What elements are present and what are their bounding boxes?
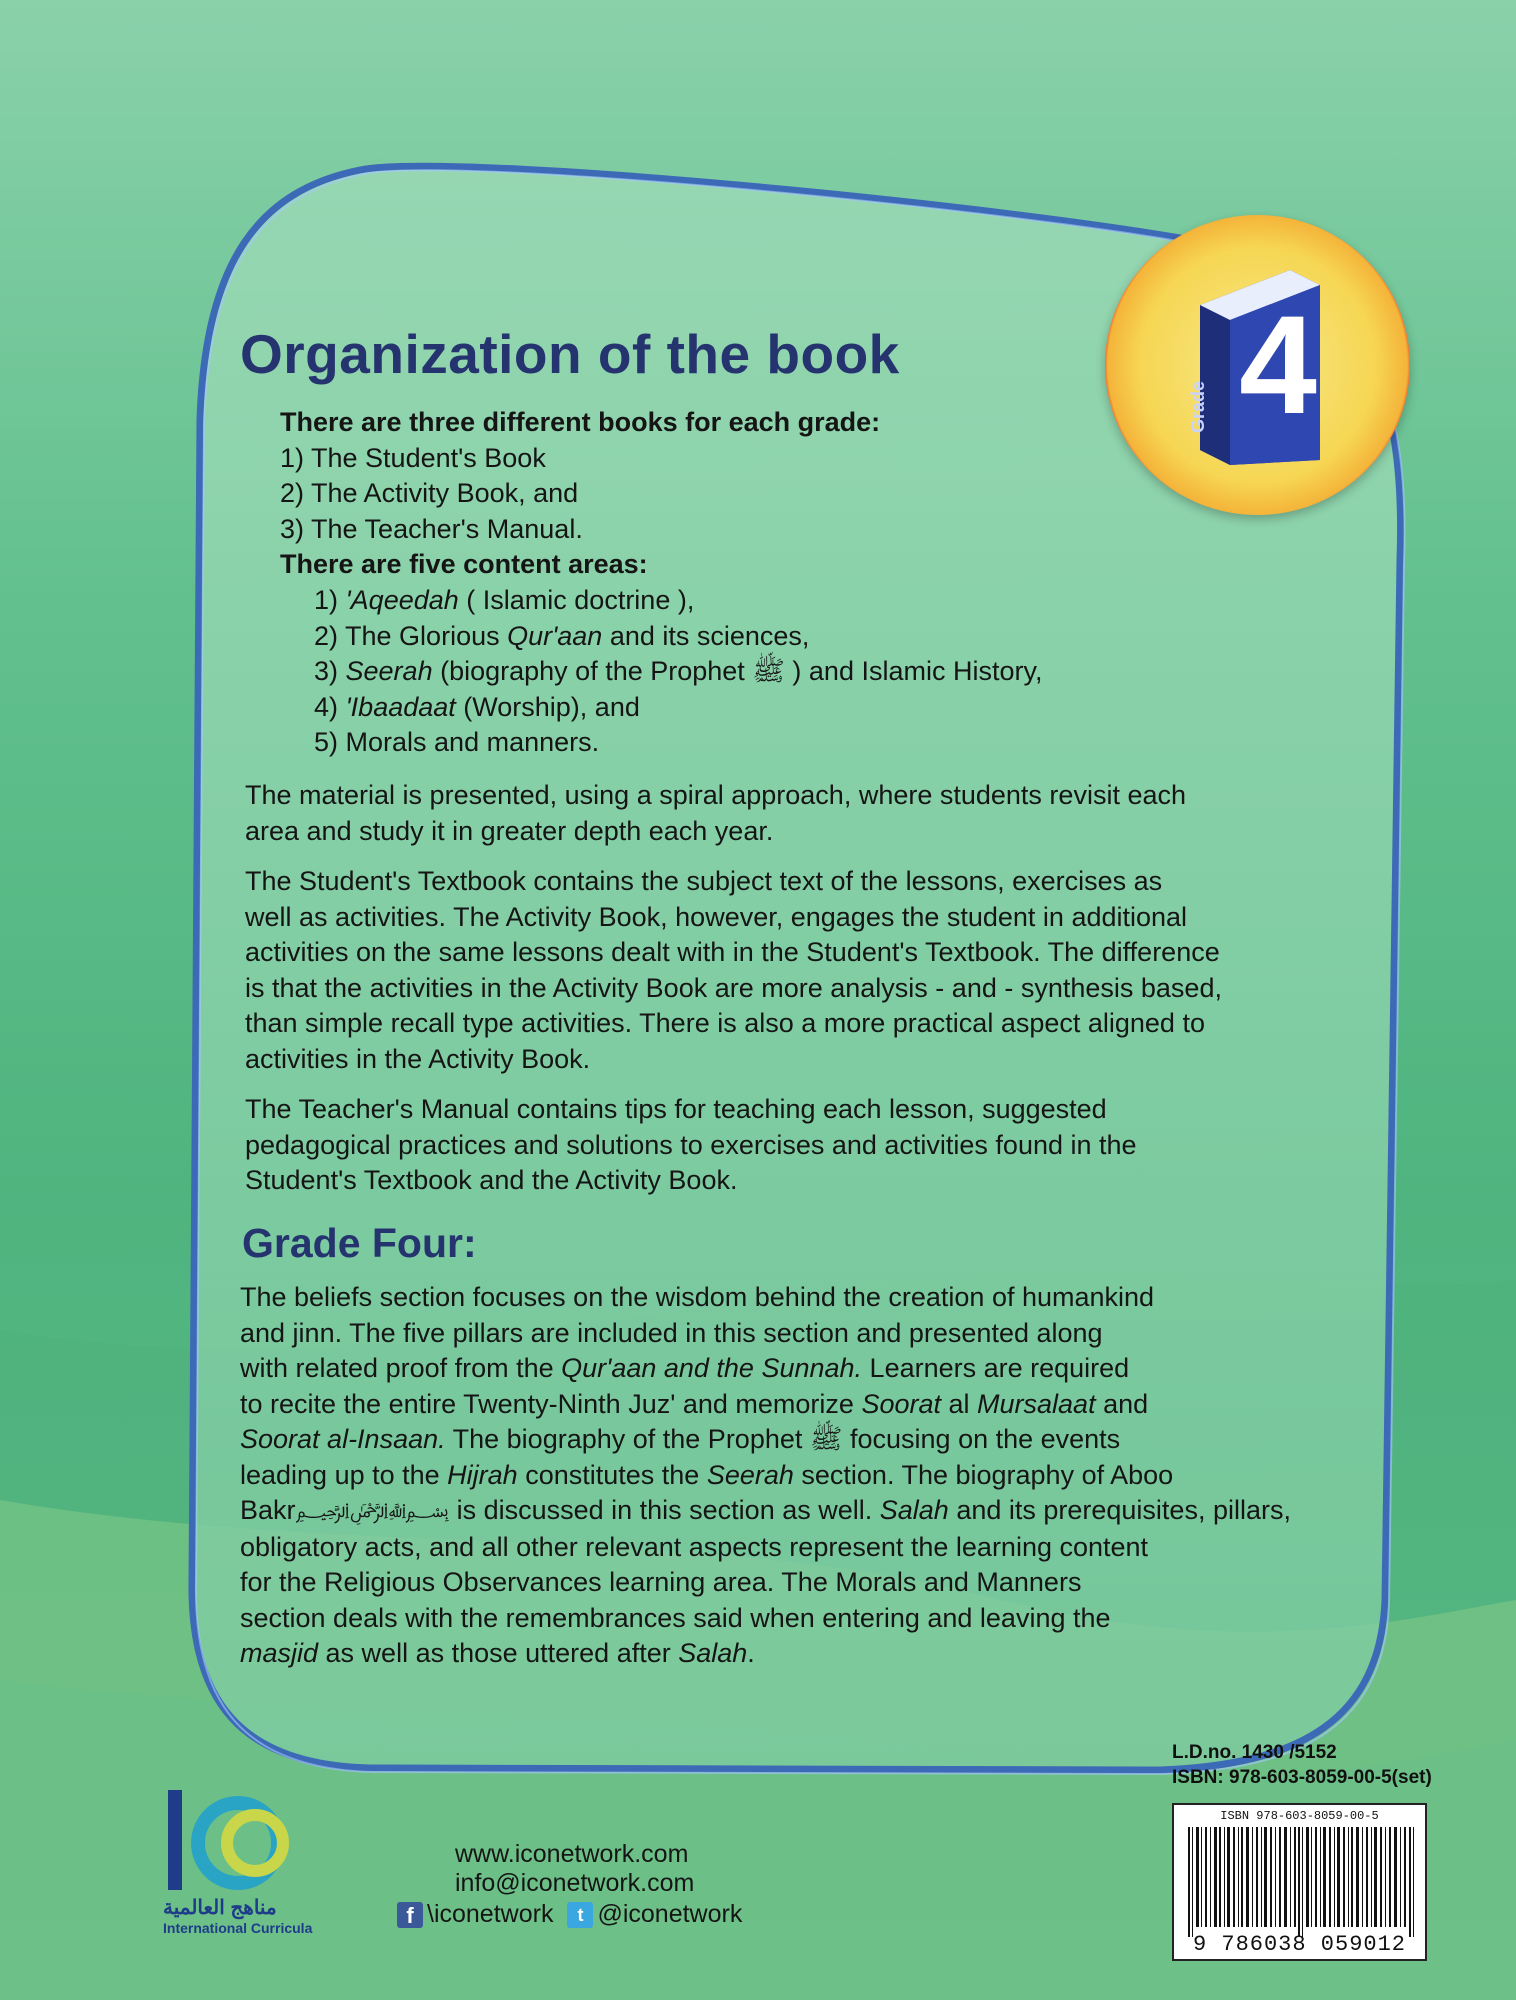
- isbn-set: ISBN: 978-603-8059-00-5(set): [1172, 1767, 1432, 1788]
- area-item: 1) 'Aqeedah ( Islamic doctrine ),: [314, 585, 695, 615]
- area-item: 3) Seerah (biography of the Prophet ﷺ ) and Islamic History,: [314, 656, 1043, 686]
- facebook-icon[interactable]: f: [397, 1902, 423, 1928]
- paragraph-spiral: The material is presented, using a spiral approach, where students revisit each area and study it in greater depth each year.: [245, 780, 1186, 846]
- website-link[interactable]: www.iconetwork.com: [455, 1840, 689, 1868]
- barcode-bars: [1186, 1827, 1416, 1937]
- barcode-number: 9 786038 059012: [1192, 1932, 1407, 1957]
- grade-four-paragraph: The beliefs section focuses on the wisdom behind the creation of humankind and jinn. The five pillars are included in this section and presented along with related proof from the Qur'aan and the Sunnah. Learners are required to recite the entire Twenty-Ninth Juz' and memorize Soorat al Mursalaat and Soorat al-Insaan. The biography of the Prophet ﷺ focusing on the events leading up to the Hijrah constitutes the Seerah section. The biography of Aboo Bakr﷽ is discussed in this section as well. Salah and its prerequisites, pillars, obligatory acts, and all other relevant aspects represent the learning content for the Religious Observances learning area. The Morals and Manners section deals with the remembrances said when entering and leaving the masjid as well as those uttered after Salah.: [240, 1282, 1291, 1669]
- contact-info: [455, 1840, 694, 1898]
- page-title: Organization of the book: [240, 323, 900, 385]
- twitter-icon[interactable]: t: [567, 1902, 593, 1928]
- area-item: 5) Morals and manners.: [314, 727, 600, 757]
- paragraph-teacher-manual: The Teacher's Manual contains tips for teaching each lesson, suggested pedagogical practices and solutions to exercises and activities found in the Student's Textbook and the Activity Book.: [245, 1094, 1137, 1195]
- publisher-english-name: International Curricula: [163, 1920, 313, 1936]
- book-item: 2) The Activity Book, and: [280, 478, 579, 508]
- facebook-handle[interactable]: \iconetwork: [427, 1900, 554, 1928]
- area-item: 4) 'Ibaadaat (Worship), and: [314, 691, 640, 722]
- barcode: [1172, 1803, 1427, 1961]
- twitter-handle[interactable]: @iconetwork: [597, 1900, 743, 1928]
- publisher-arabic-name: مناهج العالمية: [163, 1897, 277, 1919]
- areas-heading: There are five content areas:: [280, 549, 648, 579]
- legal-deposit-number: L.D.no. 1430 /5152: [1172, 1742, 1337, 1763]
- book-item: 1) The Student's Book: [280, 442, 546, 473]
- content-areas-list: [314, 583, 1314, 761]
- grade-number: 4: [1239, 286, 1317, 443]
- grade-spine-label: Grade: [1188, 380, 1208, 434]
- email-link[interactable]: info@iconetwork.com: [455, 1869, 695, 1897]
- barcode-isbn: ISBN 978-603-8059-00-5: [1220, 1809, 1379, 1823]
- paragraph-textbook: The Student's Textbook contains the subject text of the lessons, exercises as well as activities. The Activity Book, however, engages the student in additional activities on the same lessons dealt with in the Student's Textbook. The difference is that the activities in the Activity Book are more analysis - and - synthesis based, than simple recall type activities. There is also a more practical aspect aligned to activities in the Activity Book.: [245, 866, 1222, 1074]
- honorific-glyph: ﷽: [295, 1500, 450, 1523]
- book-item: 3) The Teacher's Manual.: [280, 513, 583, 544]
- intro-section: [280, 405, 1280, 583]
- grade-four-heading: Grade Four:: [242, 1220, 477, 1266]
- legal-info: [1172, 1740, 1432, 1790]
- books-heading: There are three different books for each grade:: [280, 407, 881, 437]
- social-links: [397, 1900, 742, 1929]
- area-item: 2) The Glorious Qur'aan and its sciences,: [314, 620, 810, 651]
